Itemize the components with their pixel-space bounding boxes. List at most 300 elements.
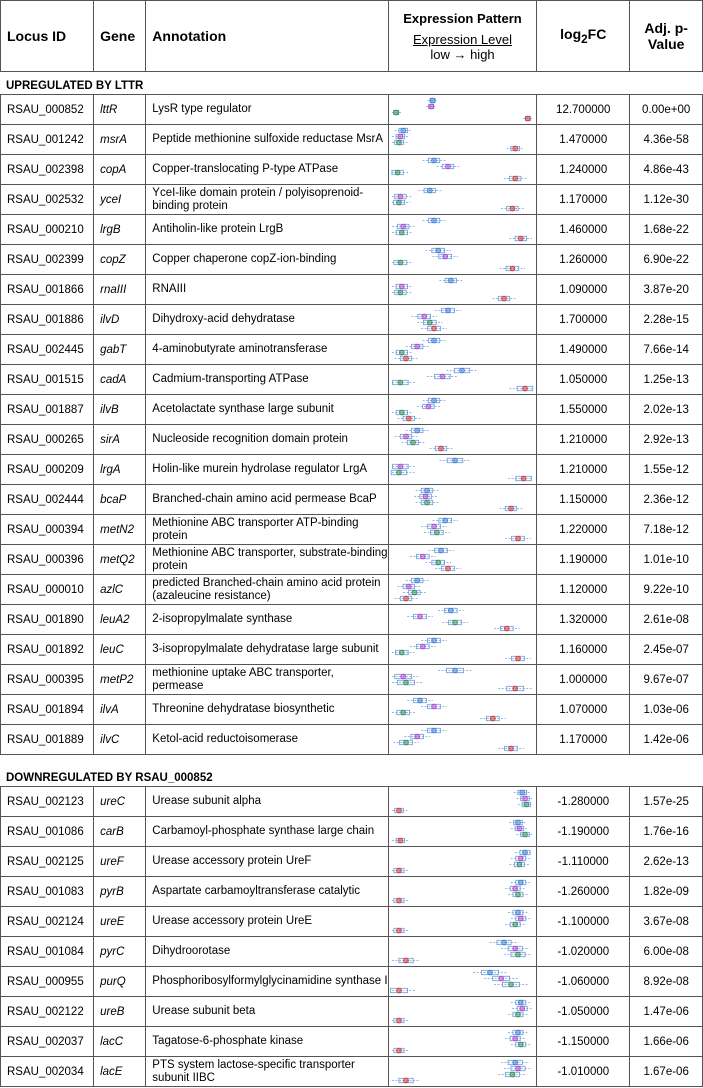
table-row [1, 1027, 703, 1057]
expression-pattern-cell [388, 967, 536, 997]
point-green [398, 260, 403, 265]
table-row [1, 455, 703, 485]
expression-pattern-plot [389, 575, 534, 604]
point-red [510, 266, 515, 271]
log2fc-cell: 1.170000 [537, 185, 630, 215]
locus-cell: RSAU_001887 [1, 395, 94, 425]
point-blue [415, 578, 420, 583]
point-blue [438, 548, 443, 553]
point-green [396, 140, 401, 145]
point-red [510, 206, 515, 211]
table-row [1, 245, 703, 275]
gene-cell: lacE [94, 1057, 146, 1087]
pvalue-cell: 2.62e-13 [630, 847, 703, 877]
header-expression-pattern: Expression Pattern [403, 10, 522, 26]
locus-cell: RSAU_001084 [1, 937, 94, 967]
pvalue-cell: 7.66e-14 [630, 335, 703, 365]
pvalue-cell: 1.47e-06 [630, 997, 703, 1027]
expression-pattern-plot [389, 665, 534, 694]
table-row [1, 515, 703, 545]
pvalue-cell: 1.12e-30 [630, 185, 703, 215]
gene-cell: carB [94, 817, 146, 847]
locus-cell: RSAU_002123 [1, 787, 94, 817]
expression-pattern-cell [388, 215, 536, 245]
locus-cell: RSAU_001086 [1, 817, 94, 847]
point-purple [499, 976, 504, 981]
table-row [1, 967, 703, 997]
point-blue [431, 218, 436, 223]
point-red [406, 416, 411, 421]
expression-pattern-plot [389, 305, 534, 334]
expression-pattern-cell [388, 395, 536, 425]
point-red [396, 808, 401, 813]
locus-cell: RSAU_000210 [1, 215, 94, 245]
header-expression [388, 1, 536, 72]
expression-pattern-plot [389, 997, 534, 1026]
table-row [1, 725, 703, 755]
table-row [1, 335, 703, 365]
expression-pattern-plot [389, 485, 534, 514]
point-green [403, 740, 408, 745]
annotation-cell: 3-isopropylmalate dehydratase large subunit [146, 635, 389, 665]
locus-cell: RSAU_002037 [1, 1027, 94, 1057]
point-red [438, 446, 443, 451]
annotation-cell: Methionine ABC transporter, substrate-binding protein [146, 545, 389, 575]
point-green [399, 410, 404, 415]
point-blue [518, 1000, 523, 1005]
section-upregulated-title: UPREGULATED BY LTTR [6, 80, 144, 92]
point-blue [417, 698, 422, 703]
point-green [396, 470, 401, 475]
point-green [412, 590, 417, 595]
point-red [522, 386, 527, 391]
point-purple [401, 224, 406, 229]
locus-cell: RSAU_001886 [1, 305, 94, 335]
annotation-cell: Dihydroorotase [146, 937, 389, 967]
annotation-cell: Acetolactate synthase large subunit [146, 395, 389, 425]
expression-pattern-cell [388, 335, 536, 365]
annotation-cell: Holin-like murein hydrolase regulator LrgA [146, 455, 389, 485]
point-blue [445, 308, 450, 313]
point-red [525, 116, 530, 121]
locus-cell: RSAU_000010 [1, 575, 94, 605]
expression-pattern-plot [389, 125, 534, 154]
gene-cell: copZ [94, 245, 146, 275]
gene-cell: ureC [94, 787, 146, 817]
expression-pattern-plot [389, 455, 534, 484]
locus-cell: RSAU_001866 [1, 275, 94, 305]
log2fc-cell: -1.020000 [537, 937, 630, 967]
point-purple [443, 254, 448, 259]
table-row [1, 485, 703, 515]
header-log2fc-base: log [560, 26, 582, 43]
expression-pattern-cell [388, 847, 536, 877]
expression-pattern-plot [389, 725, 534, 754]
header-table [0, 0, 703, 72]
gene-cell: purQ [94, 967, 146, 997]
expression-pattern-cell [388, 635, 536, 665]
gene-cell: leuC [94, 635, 146, 665]
point-red [513, 176, 518, 181]
point-red [521, 476, 526, 481]
expression-pattern-plot [389, 365, 534, 394]
point-green [395, 170, 400, 175]
point-purple [420, 644, 425, 649]
point-red [398, 838, 403, 843]
log2fc-cell: -1.280000 [537, 787, 630, 817]
expression-pattern-plot [389, 425, 534, 454]
point-red [501, 296, 506, 301]
point-blue [401, 128, 406, 133]
log2fc-cell: 1.460000 [537, 215, 630, 245]
log2fc-cell: -1.150000 [537, 1027, 630, 1057]
locus-cell: RSAU_002122 [1, 997, 94, 1027]
expression-pattern-plot [389, 787, 534, 816]
locus-cell: RSAU_001242 [1, 125, 94, 155]
locus-cell: RSAU_002125 [1, 847, 94, 877]
table-row [1, 1057, 703, 1087]
locus-cell: RSAU_000394 [1, 515, 94, 545]
locus-cell: RSAU_002034 [1, 1057, 94, 1087]
point-blue [427, 188, 432, 193]
point-green [399, 650, 404, 655]
expression-pattern-cell [388, 515, 536, 545]
header-row [1, 1, 703, 72]
point-blue [487, 970, 492, 975]
point-purple [415, 344, 420, 349]
point-purple [518, 856, 523, 861]
point-purple [522, 796, 527, 801]
point-green [517, 862, 522, 867]
log2fc-cell: 1.470000 [537, 125, 630, 155]
point-red [403, 958, 408, 963]
gene-cell: ilvD [94, 305, 146, 335]
point-green [403, 680, 408, 685]
expression-pattern-cell [388, 695, 536, 725]
expression-pattern-plot [389, 1027, 534, 1056]
expression-pattern-cell [388, 455, 536, 485]
expression-pattern-plot [389, 275, 534, 304]
point-green [522, 832, 527, 837]
point-red [518, 236, 523, 241]
point-purple [401, 674, 406, 679]
gene-cell: gabT [94, 335, 146, 365]
expression-pattern-plot [389, 245, 534, 274]
gene-cell: sirA [94, 425, 146, 455]
expression-pattern-plot [389, 847, 534, 876]
pvalue-cell: 1.03e-06 [630, 695, 703, 725]
log2fc-cell: -1.110000 [537, 847, 630, 877]
point-blue [430, 98, 435, 103]
table-row [1, 215, 703, 245]
header-gene: Gene [94, 1, 146, 72]
gene-cell: bcaP [94, 485, 146, 515]
point-red [515, 656, 520, 661]
locus-cell: RSAU_000209 [1, 455, 94, 485]
locus-cell: RSAU_001083 [1, 877, 94, 907]
point-green [513, 922, 518, 927]
point-green [401, 710, 406, 715]
locus-cell: RSAU_000396 [1, 545, 94, 575]
pvalue-cell: 8.92e-08 [630, 967, 703, 997]
expression-pattern-cell [388, 787, 536, 817]
log2fc-cell: 1.320000 [537, 605, 630, 635]
point-green [394, 110, 399, 115]
point-green [399, 230, 404, 235]
expression-pattern-cell [388, 485, 536, 515]
pvalue-cell: 1.57e-25 [630, 787, 703, 817]
locus-cell: RSAU_000955 [1, 967, 94, 997]
point-blue [431, 398, 436, 403]
expression-pattern-cell [388, 155, 536, 185]
point-purple [420, 554, 425, 559]
point-green [427, 320, 432, 325]
point-purple [417, 614, 422, 619]
expression-pattern-cell [388, 185, 536, 215]
expression-pattern-plot [389, 515, 534, 544]
log2fc-cell: 1.210000 [537, 425, 630, 455]
log2fc-cell: 1.170000 [537, 725, 630, 755]
expression-pattern-plot [389, 155, 534, 184]
point-blue [431, 338, 436, 343]
gene-cell: pyrB [94, 877, 146, 907]
pvalue-cell: 2.45e-07 [630, 635, 703, 665]
annotation-cell: Carbamoyl-phosphate synthase large chain [146, 817, 389, 847]
pvalue-cell: 1.76e-16 [630, 817, 703, 847]
point-red [508, 746, 513, 751]
header-pvalue: Adj. p-Value [630, 1, 703, 72]
annotation-cell: predicted Branched-chain amino acid protein (azaleucine resistance) [146, 575, 389, 605]
point-purple [398, 464, 403, 469]
pvalue-cell: 1.68e-22 [630, 215, 703, 245]
point-blue [518, 880, 523, 885]
gene-cell: metN2 [94, 515, 146, 545]
log2fc-cell: 1.090000 [537, 275, 630, 305]
point-red [396, 1048, 401, 1053]
gene-cell: pyrC [94, 937, 146, 967]
log2fc-cell: 1.220000 [537, 515, 630, 545]
gene-cell: ilvB [94, 395, 146, 425]
point-blue [515, 910, 520, 915]
gene-cell: lacC [94, 1027, 146, 1057]
pvalue-cell: 1.42e-06 [630, 725, 703, 755]
expression-pattern-cell [388, 95, 536, 125]
log2fc-cell: 1.070000 [537, 695, 630, 725]
point-purple [403, 434, 408, 439]
point-green [510, 1072, 515, 1077]
point-blue [515, 820, 520, 825]
locus-cell: RSAU_002398 [1, 155, 94, 185]
expression-pattern-plot [389, 695, 534, 724]
gene-cell: yceI [94, 185, 146, 215]
annotation-cell: RNAIII [146, 275, 389, 305]
expression-pattern-cell [388, 275, 536, 305]
gene-cell: lrgA [94, 455, 146, 485]
point-blue [513, 1060, 518, 1065]
expression-pattern-cell [388, 997, 536, 1027]
point-red [504, 626, 509, 631]
annotation-cell: Urease subunit beta [146, 997, 389, 1027]
log2fc-cell: 1.190000 [537, 545, 630, 575]
expression-pattern-cell [388, 545, 536, 575]
point-purple [398, 134, 403, 139]
pvalue-cell: 6.00e-08 [630, 937, 703, 967]
pvalue-cell: 2.36e-12 [630, 485, 703, 515]
expression-pattern-cell [388, 305, 536, 335]
point-blue [431, 158, 436, 163]
pvalue-cell: 9.22e-10 [630, 575, 703, 605]
point-red [513, 146, 518, 151]
point-red [403, 596, 408, 601]
pvalue-cell: 4.36e-58 [630, 125, 703, 155]
annotation-cell: Urease accessory protein UreE [146, 907, 389, 937]
expression-pattern-cell [388, 877, 536, 907]
locus-cell: RSAU_002399 [1, 245, 94, 275]
table-row [1, 787, 703, 817]
expression-pattern-cell [388, 605, 536, 635]
table-row [1, 305, 703, 335]
point-green [398, 380, 403, 385]
point-blue [522, 850, 527, 855]
gene-cell: ureB [94, 997, 146, 1027]
point-red [396, 868, 401, 873]
annotation-cell: Antiholin-like protein LrgB [146, 215, 389, 245]
point-purple [513, 886, 518, 891]
point-green [436, 560, 441, 565]
expression-pattern-plot [389, 877, 534, 906]
expression-pattern-cell [388, 817, 536, 847]
header-annotation: Annotation [146, 1, 389, 72]
header-log2fc-sub: 2 [581, 32, 588, 46]
table-row [1, 665, 703, 695]
point-green [399, 350, 404, 355]
point-purple [513, 946, 518, 951]
table-row [1, 575, 703, 605]
table-row [1, 997, 703, 1027]
point-blue [415, 428, 420, 433]
point-blue [443, 518, 448, 523]
annotation-cell: Cadmium-transporting ATPase [146, 365, 389, 395]
table-row [1, 937, 703, 967]
point-purple [515, 1066, 520, 1071]
annotation-cell: YceI-like domain protein / polyisoprenoid-binding protein [146, 185, 389, 215]
annotation-cell: LysR type regulator [146, 95, 389, 125]
locus-cell: RSAU_001889 [1, 725, 94, 755]
annotation-cell: methionine uptake ABC transporter, permease [146, 665, 389, 695]
expression-pattern-cell [388, 425, 536, 455]
annotation-cell: Dihydroxy-acid dehydratase [146, 305, 389, 335]
gene-cell: copA [94, 155, 146, 185]
point-blue [452, 458, 457, 463]
point-red [396, 988, 401, 993]
log2fc-cell: -1.260000 [537, 877, 630, 907]
locus-cell: RSAU_001894 [1, 695, 94, 725]
expression-pattern-cell [388, 937, 536, 967]
pvalue-cell: 0.00e+00 [630, 95, 703, 125]
table-row [1, 125, 703, 155]
log2fc-cell: 1.120000 [537, 575, 630, 605]
table-row [1, 847, 703, 877]
pvalue-cell: 2.61e-08 [630, 605, 703, 635]
pvalue-cell: 2.02e-13 [630, 395, 703, 425]
annotation-cell: Ketol-acid reductoisomerase [146, 725, 389, 755]
pvalue-cell: 9.67e-07 [630, 665, 703, 695]
point-purple [440, 374, 445, 379]
log2fc-cell: 1.050000 [537, 365, 630, 395]
point-red [508, 506, 513, 511]
point-red [396, 928, 401, 933]
expression-pattern-plot [389, 335, 534, 364]
expression-pattern-cell [388, 907, 536, 937]
point-green [410, 440, 415, 445]
point-green [508, 982, 513, 987]
gene-cell: msrA [94, 125, 146, 155]
expression-pattern-plot [389, 545, 534, 574]
log2fc-cell: -1.060000 [537, 967, 630, 997]
pvalue-cell: 1.25e-13 [630, 365, 703, 395]
expression-pattern-plot [389, 817, 534, 846]
point-purple [517, 826, 522, 831]
log2fc-cell: -1.050000 [537, 997, 630, 1027]
gene-cell: metQ2 [94, 545, 146, 575]
expression-pattern-plot [389, 937, 534, 966]
point-purple [431, 704, 436, 709]
locus-cell: RSAU_000265 [1, 425, 94, 455]
pvalue-cell: 3.67e-08 [630, 907, 703, 937]
locus-cell: RSAU_002445 [1, 335, 94, 365]
gene-cell: ureF [94, 847, 146, 877]
pvalue-cell: 6.90e-22 [630, 245, 703, 275]
point-blue [520, 790, 525, 795]
point-green [396, 200, 401, 205]
point-red [513, 686, 518, 691]
point-purple [520, 1006, 525, 1011]
annotation-cell: Nucleoside recognition domain protein [146, 425, 389, 455]
pvalue-cell: 4.86e-43 [630, 155, 703, 185]
gene-cell: leuA2 [94, 605, 146, 635]
point-blue [515, 1030, 520, 1035]
annotation-cell: Aspartate carbamoyltransferase catalytic [146, 877, 389, 907]
log2fc-cell: 1.490000 [537, 335, 630, 365]
point-blue [424, 488, 429, 493]
log2fc-cell: 1.550000 [537, 395, 630, 425]
annotation-cell: Copper-translocating P-type ATPase [146, 155, 389, 185]
point-purple [423, 494, 428, 499]
point-red [431, 326, 436, 331]
table-row [1, 907, 703, 937]
header-locus: Locus ID [1, 1, 94, 72]
point-red [403, 356, 408, 361]
expression-pattern-plot [389, 215, 534, 244]
log2fc-cell: 12.700000 [537, 95, 630, 125]
locus-cell: RSAU_000395 [1, 665, 94, 695]
annotation-cell: Threonine dehydratase biosynthetic [146, 695, 389, 725]
point-purple [399, 284, 404, 289]
annotation-cell: Copper chaperone copZ-ion-binding [146, 245, 389, 275]
expression-pattern-plot [389, 95, 534, 124]
gene-cell: metP2 [94, 665, 146, 695]
expression-pattern-plot [389, 1057, 534, 1086]
point-green [515, 892, 520, 897]
gene-cell: azlC [94, 575, 146, 605]
expression-pattern-cell [388, 1057, 536, 1087]
table-row [1, 275, 703, 305]
annotation-cell: PTS system lactose-specific transporter subunit IIBC [146, 1057, 389, 1087]
point-red [396, 1018, 401, 1023]
pvalue-cell: 1.67e-06 [630, 1057, 703, 1087]
point-purple [431, 524, 436, 529]
point-green [424, 500, 429, 505]
